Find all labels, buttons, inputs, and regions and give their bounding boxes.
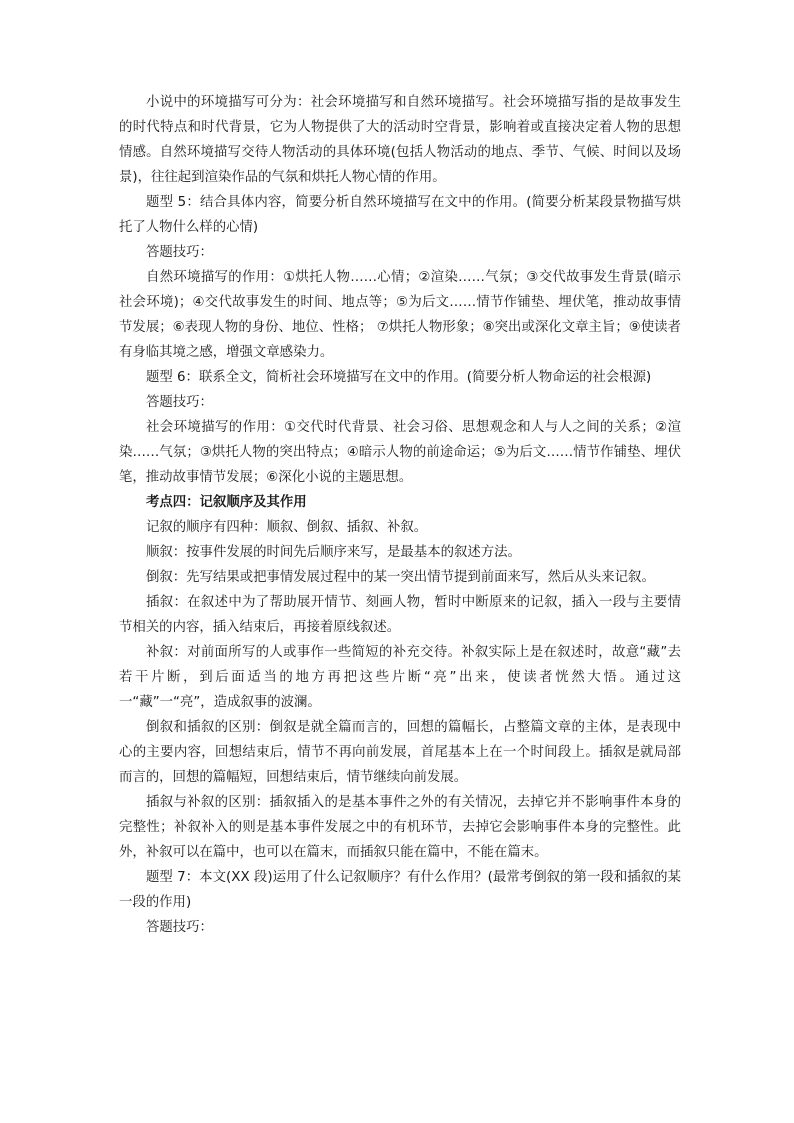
- paragraph-order-types: 记叙的顺序有四种：顺叙、倒叙、插叙、补叙。: [146, 520, 428, 535]
- paragraph-question-7: 题型 7：本文(XX 段)运用了什么记叙顺序？有什么作用？(最常考倒叙的第一段和插叙的某一段的作用): [119, 870, 681, 910]
- paragraph-answer-tip-label: 答题技巧：: [146, 395, 213, 410]
- paragraph-env-intro: 小说中的环境描写可分为：社会环境描写和自然环境描写。社会环境描写指的是故事发生的时代特点和时代背景，它为人物提供了大的活动时空背景，影响着或直接决定着人物的思想情感。自然环境描写交待人物活动的具体环境(包括人物活动的地点、季节、气候、时间以及场景)，往往起到渲染作品的气氛和烘托人物心情的作用。: [119, 95, 681, 185]
- paragraph-social-env-functions: 社会环境描写的作用：①交代时代背景、社会习俗、思想观念和人与人之间的关系；②渲染……气氛；③烘托人物的突出特点；④暗示人物的前途命运；⑤为后文……情节作铺垫、埋伏笔，推动故事情节发展；⑥深化小说的主题思想。: [119, 420, 681, 485]
- paragraph-natural-env-functions: 自然环境描写的作用：①烘托人物……心情；②渲染……气氛；③交代故事发生背景(暗示社会环境)；④交代故事发生的时间、地点等；⑤为后文……情节作铺垫、埋伏笔，推动故事情节发展；⑥表现人物的身份、地位、性格； ⑦烘托人物形象；⑧突出或深化文章主旨；⑨使读者有身临其境之感，增强文章感染力。: [119, 270, 681, 360]
- document-body: [119, 90, 681, 940]
- paragraph-shunxu: 顺叙：按事件发展的时间先后顺序来写，是最基本的叙述方法。: [146, 545, 521, 560]
- paragraph-diff-chaxu-buxu: 插叙与补叙的区别：插叙插入的是基本事件之外的有关情况，去掉它并不影响事件本身的完整性；补叙补入的则是基本事件发展之中的有机环节，去掉它会影响事件本身的完整性。此外，补叙可以在篇中，也可以在篇末，而插叙只能在篇中，不能在篇末。: [119, 795, 681, 860]
- paragraph-diff-daoxu-chaxu: 倒叙和插叙的区别：倒叙是就全篇而言的，回想的篇幅长，占整篇文章的主体，是表现中心的主要内容，回想结束后，情节不再向前发展，首尾基本上在一个时间段上。插叙是就局部而言的，回想的篇幅短，回想结束后，情节继续向前发展。: [119, 720, 681, 785]
- paragraph-answer-tip-label: 答题技巧：: [146, 920, 213, 935]
- paragraph-question-5: 题型 5：结合具体内容，简要分析自然环境描写在文中的作用。(简要分析某段景物描写烘托了人物什么样的心情): [119, 195, 681, 235]
- paragraph-buxu: 补叙：对前面所写的人或事作一些简短的补充交待。补叙实际上是在叙述时，故意“藏”去若干片断，到后面适当的地方再把这些片断“亮”出来，使读者恍然大悟。通过这一“藏”一“亮”，造成叙事的波澜。: [119, 645, 681, 710]
- paragraph-chaxu: 插叙：在叙述中为了帮助展开情节、刻画人物，暂时中断原来的记叙，插入一段与主要情节相关的内容，插入结束后，再接着原线叙述。: [119, 595, 681, 635]
- section-heading-point-4: 考点四：记叙顺序及其作用: [146, 495, 307, 510]
- paragraph-question-6: 题型 6：联系全文，简析社会环境描写在文中的作用。(简要分析人物命运的社会根源): [146, 370, 652, 385]
- paragraph-answer-tip-label: 答题技巧：: [146, 245, 213, 260]
- paragraph-daoxu: 倒叙：先写结果或把事情发展过程中的某一突出情节提到前面来写，然后从头来记叙。: [146, 570, 655, 585]
